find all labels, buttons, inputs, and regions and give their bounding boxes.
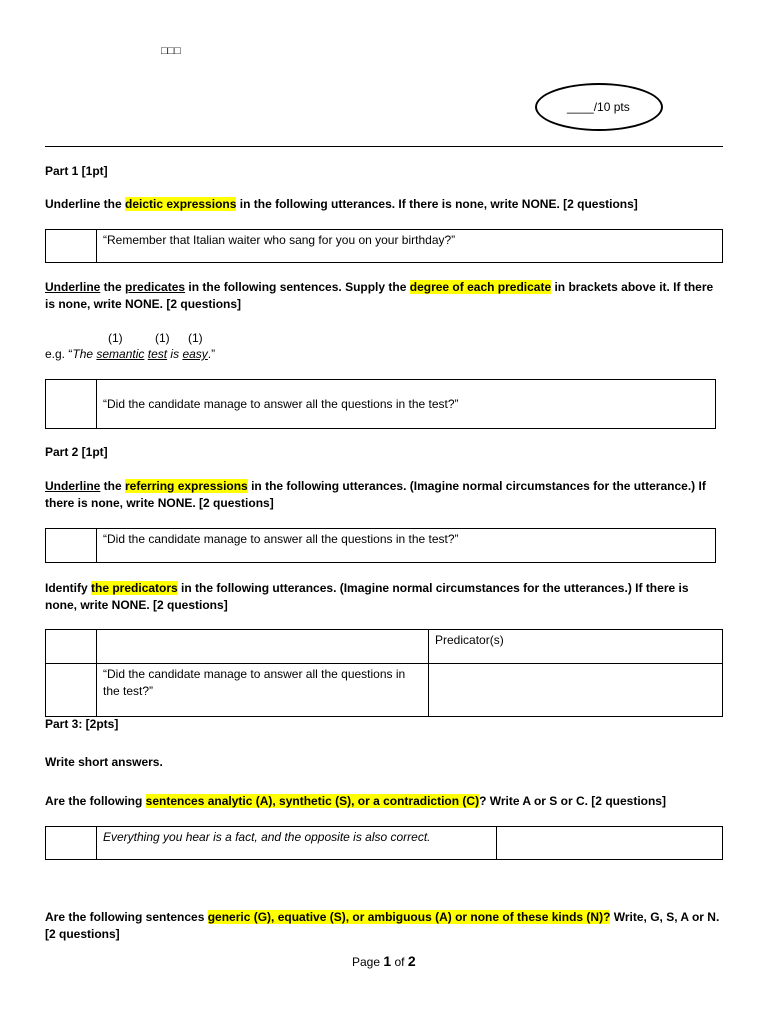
text: test [147, 347, 168, 361]
part2-q2-table [45, 629, 723, 717]
text: Are the following sentences [45, 910, 208, 924]
part3-q1-table [45, 826, 723, 860]
header-rule [45, 146, 723, 147]
text: is [167, 347, 183, 361]
part2-q2-instruction [45, 580, 689, 597]
part2-q1-instruction-line2: there is none, write NONE. [2 questions] [45, 496, 274, 510]
part2-q1-instruction [45, 478, 706, 495]
degree-label: (1) [155, 331, 170, 345]
text: in the following utterances. If there is none, write NONE. [2 questions] [236, 197, 638, 211]
text: in the following utterances. (Imagine normal circumstances for the utterance.) If [247, 479, 706, 493]
name-blank: □□□ [161, 45, 181, 57]
empty-cell [97, 630, 429, 664]
utterance-cell: “Remember that Italian waiter who sang for you on your birthday?” [97, 230, 723, 263]
highlight-generic: generic (G), equative (S), or ambiguous (A) or none of these kinds (N)? [207, 910, 611, 924]
part1-q1-table [45, 229, 723, 263]
text: Are the following [45, 794, 146, 808]
text: e.g. “ [45, 347, 73, 361]
highlight-referring: referring expressions [125, 479, 248, 493]
answer-cell[interactable] [46, 664, 97, 717]
part2-q2-instruction-line2: none, write NONE. [2 questions] [45, 598, 228, 612]
text: in the following utterances. (Imagine normal circumstances for the utterances.) If there is [177, 581, 689, 595]
page-number: 1 [383, 953, 392, 969]
text: Underline the [45, 197, 126, 211]
part2-title: Part 2 [1pt] [45, 445, 108, 459]
text: Identify [45, 581, 92, 595]
text: the [100, 479, 126, 493]
text: The [72, 347, 97, 361]
part3-instruction: Write short answers. [45, 755, 163, 769]
part3-title: Part 3: [2pts] [45, 717, 119, 731]
part1-q2-table [45, 379, 716, 429]
example-sentence [45, 346, 215, 363]
answer-cell[interactable] [46, 380, 97, 429]
predicator-answer-cell[interactable] [429, 664, 723, 717]
text: predicates [125, 280, 186, 294]
text: Underline [45, 280, 101, 294]
degree-label: (1) [108, 331, 123, 345]
text: .” [207, 347, 216, 361]
sentence-cell: Everything you hear is a fact, and the opposite is also correct. [97, 827, 497, 860]
text: Write, G, S, A or N. [610, 910, 720, 924]
answer-cell[interactable] [46, 827, 97, 860]
part1-title: Part 1 [1pt] [45, 164, 108, 178]
page-total: 2 [407, 953, 416, 969]
text: in brackets above it. If there [551, 280, 714, 294]
part1-q2-instruction-line2: is none, write NONE. [2 questions] [45, 297, 242, 311]
part3-q1-instruction [45, 793, 666, 810]
part1-q2-instruction [45, 279, 713, 296]
part1-q1-instruction [45, 196, 638, 213]
degree-label: (1) [188, 331, 203, 345]
answer-cell[interactable] [46, 630, 97, 664]
highlight-degree: degree of each predicate [409, 280, 552, 294]
utterance-cell: “Did the candidate manage to answer all the questions in the test?” [97, 664, 429, 717]
text: easy [182, 347, 208, 361]
text: of [391, 955, 408, 969]
part3-q2-instruction [45, 909, 719, 926]
highlight-analytic: sentences analytic (A), synthetic (S), or a contradiction (C) [145, 794, 480, 808]
answer-cell[interactable] [46, 230, 97, 263]
text: Page [352, 955, 384, 969]
utterance-cell: “Did the candidate manage to answer all the questions in the test?” [97, 529, 716, 563]
text: the [100, 280, 126, 294]
utterance-cell: “Did the candidate manage to answer all the questions in the test?” [97, 380, 716, 429]
answer-cell[interactable] [46, 529, 97, 563]
answer-letter-cell[interactable] [497, 827, 723, 860]
part3-q2-instruction-line2: [2 questions] [45, 927, 120, 941]
score-text: ____/10 pts [567, 100, 630, 114]
text: Underline [45, 479, 101, 493]
highlight-deictic: deictic expressions [125, 197, 237, 211]
text: ? Write A or S or C. [2 questions] [479, 794, 666, 808]
part2-q1-table [45, 528, 716, 563]
highlight-predicators: the predicators [91, 581, 178, 595]
page-footer [352, 953, 416, 969]
text: semantic [96, 347, 145, 361]
text: in the following sentences. Supply the [185, 280, 410, 294]
predicator-header: Predicator(s) [429, 630, 723, 664]
